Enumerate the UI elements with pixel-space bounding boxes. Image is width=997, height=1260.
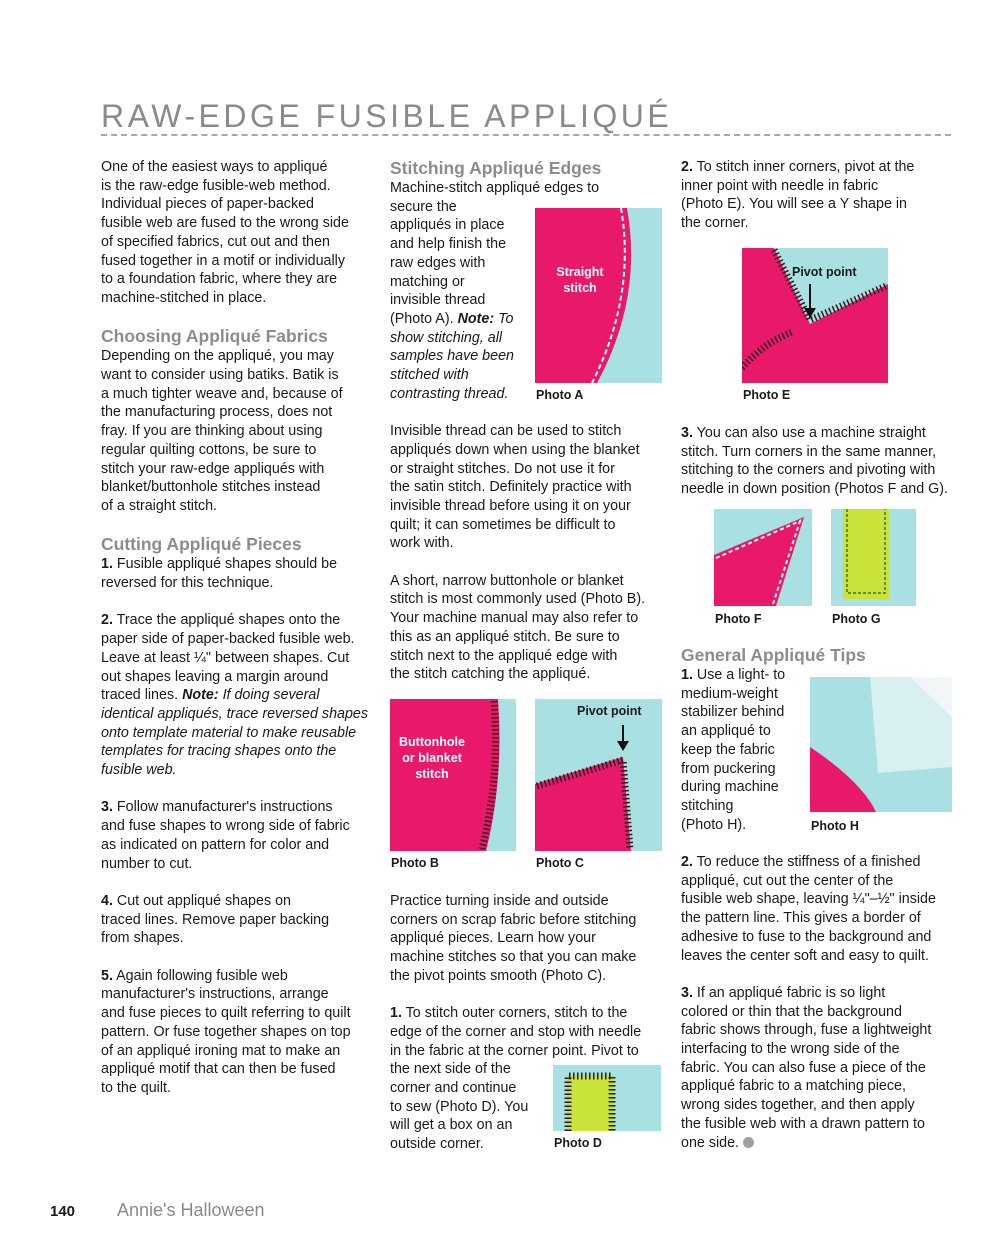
tip-1: 1. Use a light- to medium-weight stabilizer behind an appliqué to keep the fabric from puckering during machine stitching (Photo H). xyxy=(681,667,786,833)
straight-stitch-paragraph: 3. You can also use a machine straight stitch. Turn corners in the same manner, stitching to the corners and pivoting with needle in down position (Photos F and G). xyxy=(681,425,949,498)
stitching-paragraph: Machine-stitch appliqué edges to secure the appliqués in place and help finish the raw edges with matching or invisible thread (Photo A). Note: To show stitching, all samples have been stitched with contrasting thread. xyxy=(390,180,600,402)
page-number: 140 xyxy=(50,1203,76,1220)
cutting-step-3: 3. Follow manufacturer's instructions and fuse shapes to wrong side of fabric as indicated on pattern for color and number to cut. xyxy=(101,799,350,872)
page-title: RAW-EDGE FUSIBLE APPLIQUÉ xyxy=(101,98,673,134)
buttonhole-paragraph: A short, narrow buttonhole or blanket stitch is most commonly used (Photo B). Your machine manual may also refer to this as an appliqué stitch. Be sure to stitch next to the appliqué edge with the stitch catching the appliqué. xyxy=(390,572,646,683)
column-1 xyxy=(101,158,371,1116)
end-mark-icon xyxy=(743,1137,754,1148)
book-title: Annie's Halloween xyxy=(117,1200,265,1220)
choosing-heading: Choosing Appliqué Fabrics xyxy=(101,326,328,347)
inner-corners-paragraph: 2. To stitch inner corners, pivot at the inner point with needle in fabric (Photo E). You will see a Y shape in the corner. xyxy=(681,159,915,232)
photo-f-caption: Photo F xyxy=(715,612,762,626)
tip-2: 2. To reduce the stiffness of a finished appliqué, cut out the center of the fusible web shape, leaving ¼"–½" inside the pattern line. This gives a border of adhesive to fuse to the background and leaves the center soft and easy to quilt. xyxy=(681,854,936,964)
cutting-step-2: 2. Trace the appliqué shapes onto the paper side of paper-backed fusible web. Leave at least ¼" between shapes. Cut out shapes leaving a margin around traced lines. Note: If doing several identical appliqués, trace reversed shapes onto template material to make reusable templates for tracing shapes onto the fusible web. xyxy=(101,612,369,779)
photo-h-fabric xyxy=(810,677,952,812)
photo-a xyxy=(535,208,662,383)
invisible-thread-paragraph: Invisible thread can be used to stitch appliqués down when using the blanket or straight stitches. Do not use it for the satin stitch. Definitely practice with invisible thread before using it on your quilt; it can sometimes be difficult to work with. xyxy=(390,423,640,552)
column-3-straight xyxy=(681,424,953,518)
photo-d-caption: Photo D xyxy=(554,1136,602,1150)
photo-d xyxy=(553,1065,661,1131)
photo-g xyxy=(831,509,916,606)
cutting-step-5: 5. Again following fusible web manufacturer's instructions, arrange and fuse pieces to quilt referring to quilt pattern. Or fuse together shapes on top of an appliqué ironing mat to make an appliqué motif that can then be fused to the quilt. xyxy=(101,967,351,1096)
photo-g-caption: Photo G xyxy=(832,612,881,626)
photo-h-caption: Photo H xyxy=(811,819,859,833)
outer-corners-paragraph: 1. To stitch outer corners, stitch to the edge of the corner and stop with needle in the fabric at the corner point. Pivot to the next side of the corner and continue to sew (Photo D). You will get a box on an outside corner. xyxy=(390,1005,642,1153)
photo-c-caption: Photo C xyxy=(536,856,584,870)
photo-g-fabric xyxy=(831,509,916,606)
photo-e xyxy=(742,248,888,383)
cutting-step-1: 1. Fusible appliqué shapes should be reversed for this technique. xyxy=(101,556,338,592)
photo-c-fabric xyxy=(535,699,662,851)
photo-b xyxy=(390,699,516,851)
choosing-paragraph: Depending on the appliqué, you may want to consider using batiks. Batik is a much tighter weave and, because of the manufacturing process, does not fray. If you are thinking about using regular quilting cottons, be sure to stitch your raw-edge appliqués with blanket/buttonhole stitches instead of a straight stitch. xyxy=(101,348,343,514)
practice-paragraph: Practice turning inside and outside corners on scrap fabric before stitching appliqué pieces. Learn how your machine stitches so that you can make the pivot points smooth (Photo C). xyxy=(390,893,637,984)
photo-b-label: Buttonhole or blanket stitch xyxy=(399,735,465,781)
title-divider xyxy=(101,134,951,136)
photo-f xyxy=(714,509,812,606)
cutting-heading: Cutting Appliqué Pieces xyxy=(101,534,302,555)
tip-3: 3. If an appliqué fabric is so light colored or thin that the background fabric shows through, fuse a lightweight interfacing to the wrong side of the fabric. You can also fuse a piece of the appliqué fabric to a matching piece, wrong sides together, and then apply the fusible web with a drawn pattern to one side. xyxy=(681,984,932,1151)
photo-h xyxy=(810,677,952,812)
tips-heading: General Appliqué Tips xyxy=(681,645,866,665)
photo-c xyxy=(535,699,662,851)
cutting-step-4: 4. Cut out appliqué shapes on traced lines. Remove paper backing from shapes. xyxy=(101,892,330,947)
photo-a-label: Straight stitch xyxy=(556,265,604,295)
photo-a-caption: Photo A xyxy=(536,388,584,402)
stitching-heading: Stitching Appliqué Edges xyxy=(390,158,602,178)
photo-f-fabric xyxy=(714,509,812,606)
photo-d-fabric xyxy=(553,1065,661,1131)
photo-e-pivot-label: Pivot point xyxy=(792,265,857,279)
photo-c-pivot-label: Pivot point xyxy=(577,704,642,718)
column-3 xyxy=(681,158,953,252)
photo-b-caption: Photo B xyxy=(391,856,439,870)
intro-paragraph: One of the easiest ways to appliqué is the raw-edge fusible-web method. Individual pieces of paper-backed fusible web are fused to the wrong side of specified fabrics, cut out and then fused together in a motif or individually to a foundation fabric, where they are machine-stitched in place. xyxy=(101,159,349,306)
photo-e-caption: Photo E xyxy=(743,388,791,402)
